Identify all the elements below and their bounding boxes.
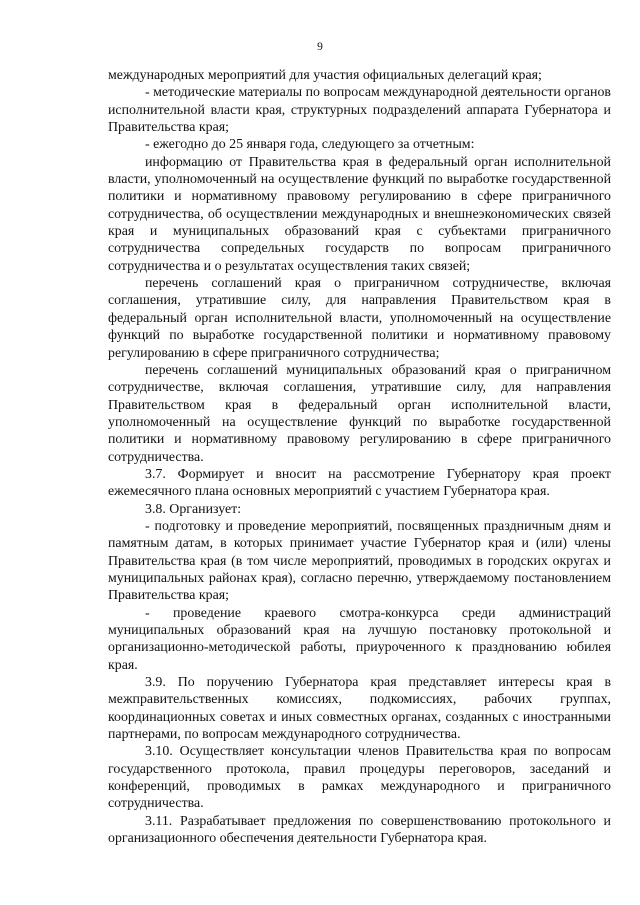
page-number: 9 [317,41,323,53]
paragraph: информацию от Правительства края в федеральный орган исполнительной власти, уполномоченный на осуществление функций по выработке государственной политики и нормативному правовому регулированию в сфере приграничного сотрудничества, об осуществлении международных и внешнеэкономических связей края и муниципальных образований края с субъектами приграничного сотрудничества сопредельных государств по вопросам приграничного сотрудничества и о результатах осуществления таких связей; [108,154,611,274]
paragraph: - ежегодно до 25 января года, следующего за отчетным: [145,137,475,153]
document-body [108,67,611,847]
paragraph: перечень соглашений края о приграничном сотрудничестве, включая соглашения, утратившие силу, для направления Правительством края в федеральный орган исполнительной власти, уполномоченный на осуществление функций по выработке государственной политики и нормативному правовому регулированию в сфере приграничного сотрудничества; [108,276,611,361]
paragraph: перечень соглашений муниципальных образований края о приграничном сотрудничестве, включая соглашения, утратившие силу, для направления Правительством края в федеральный орган исполнительной власти, уполномоченный на осуществление функций по выработке государственной политики и нормативному правовому регулированию в сфере приграничного сотрудничества. [108,362,611,465]
paragraph: 3.10. Осуществляет консультации членов Правительства края по вопросам государственного протокола, правил процедуры переговоров, заседаний и конференций, проводимых в рамках международного и приграничного сотрудничества. [108,744,611,812]
paragraph: международных мероприятий для участия официальных делегаций края; [108,68,542,83]
paragraph: - подготовку и проведение мероприятий, посвященных праздничным дням и памятным датам, в которых принимает участие Губернатор края и (или) члены Правительства края (в том числе мероприятий, проводимых в городских округах и муниципальных районах края), согласно перечню, утверждаемому постановлением Правительства края; [108,518,611,604]
paragraph: 3.9. По поручению Губернатора края представляет интересы края в межправительственных комиссиях, подкомиссиях, рабочих группах, координационных советах и иных совместных органах, созданных с иностранными партнерами, по вопросам международного сотрудничества. [108,675,611,743]
paragraph: 3.11. Разрабатывает предложения по совершенствованию протокольного и организационного обеспечения деятельности Губернатора края. [108,813,611,847]
paragraph: - методические материалы по вопросам международной деятельности органов исполнительной власти края, структурных подразделений аппарата Губернатора и Правительства края; [108,85,611,136]
paragraph: 3.7. Формирует и вносит на рассмотрение Губернатору края проект ежемесячного плана основных мероприятий с участием Губернатора края. [108,466,611,500]
paragraph: 3.8. Организует: [145,501,242,517]
paragraph: - проведение краевого смотра-конкурса среди администраций муниципальных образований края на лучшую постановку протокольной и организационно-методической работы, приуроченного к празднованию юбилея края. [108,605,611,673]
